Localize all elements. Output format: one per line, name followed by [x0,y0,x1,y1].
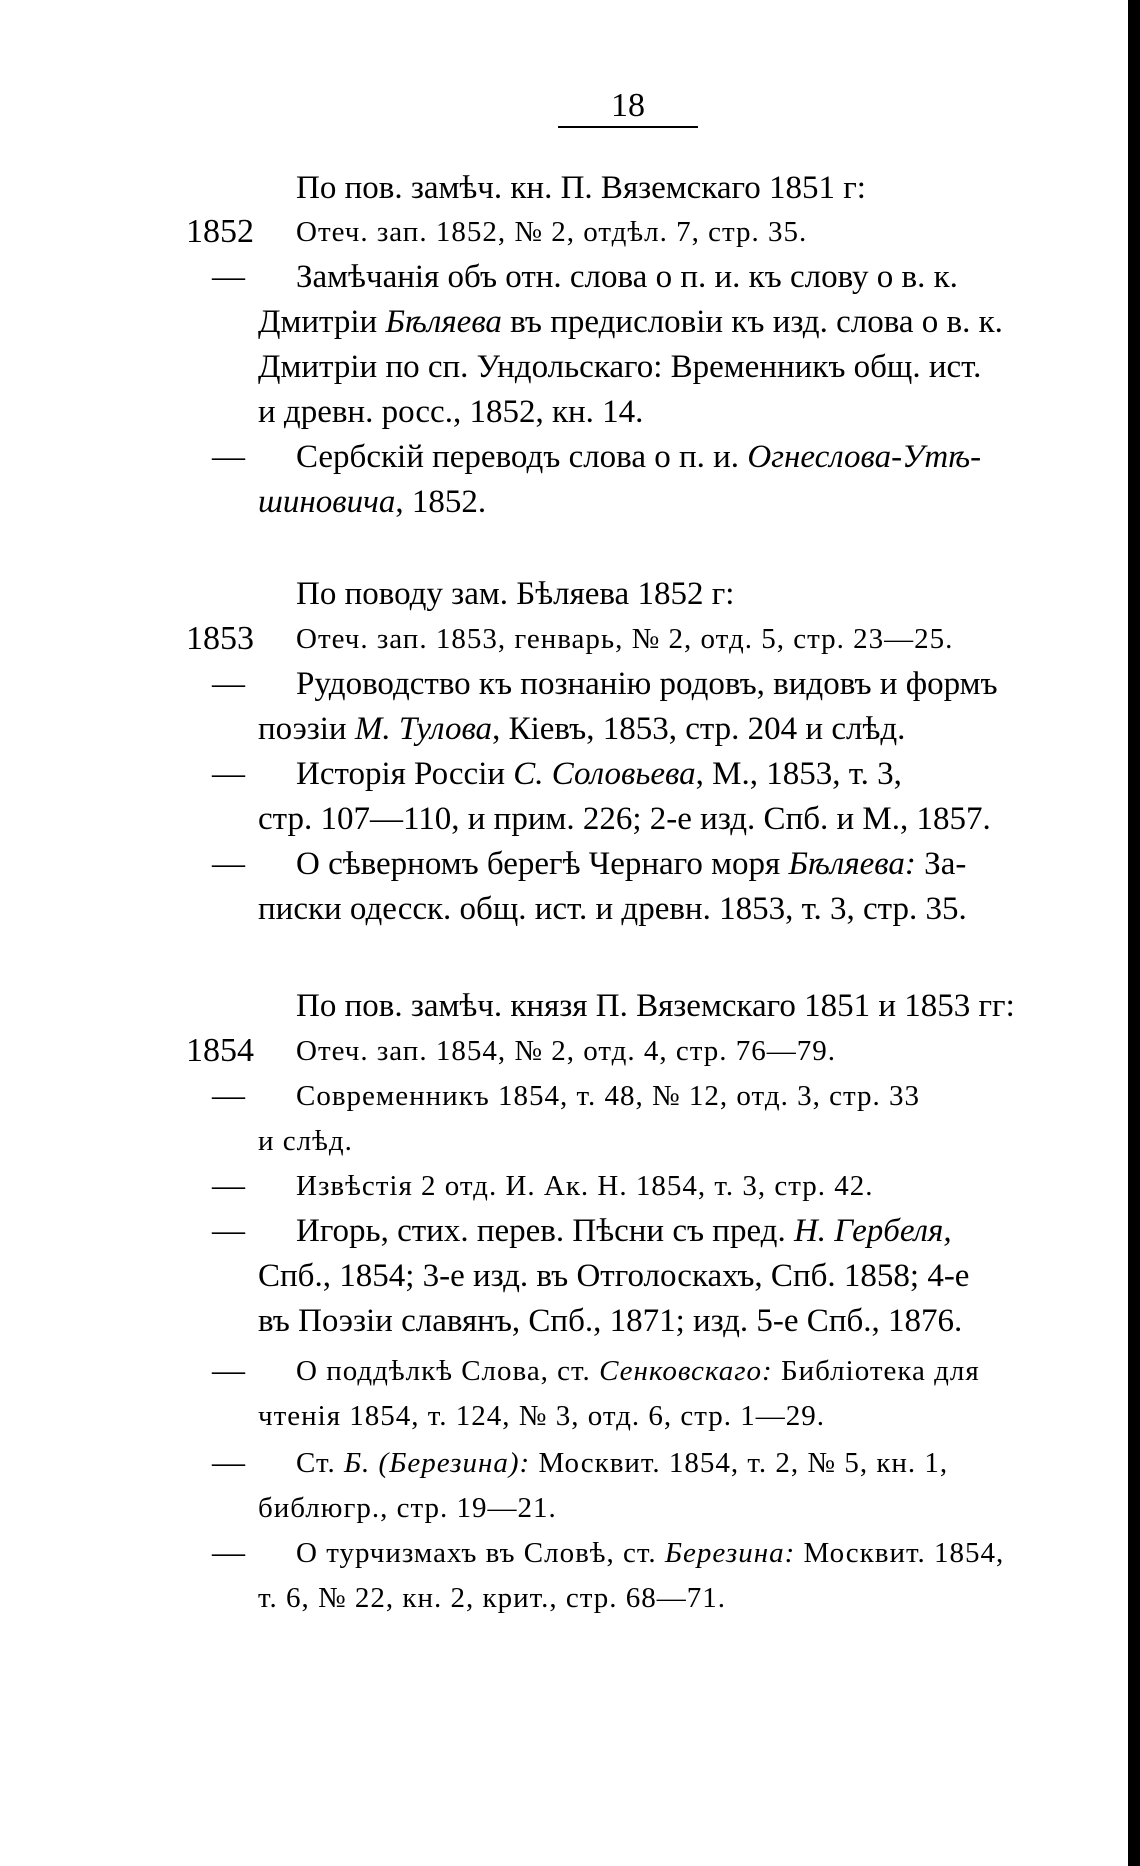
entry-dash: — [212,666,245,702]
entry-line: писки одесск. общ. ист. и древн. 1853, т. 3, стр. 35. [258,891,967,927]
entry-line: Ст. Б. (Березина): Москвит. 1854, т. 2, № 5, кн. 1, [296,1447,949,1479]
entry-line: поэзіи М. Тулова, Кіевъ, 1853, стр. 204 и слѣд. [258,711,906,747]
entry-dash: — [212,756,245,792]
year-label: 1852 [186,213,254,250]
section-heading: По поводу зам. Бѣляева 1852 г: [296,576,735,612]
entry-line: Сербскій переводъ слова о п. и. Огнеслова-Утѣ- [296,439,982,475]
entry-line: Исторія Россіи С. Соловьева, М., 1853, т. 3, [296,756,902,792]
entry-line: стр. 107—110, и прим. 226; 2-е изд. Спб. и М., 1857. [258,801,991,837]
entry-dash: — [212,1353,245,1389]
section-heading: По пов. замѣч. кн. П. Вяземскаго 1851 г: [296,170,866,206]
year-label: 1853 [186,620,254,657]
entry-line: Извѣстія 2 отд. И. Ак. Н. 1854, т. 3, стр. 42. [296,1170,874,1202]
entry-line: чтенія 1854, т. 124, № 3, отд. 6, стр. 1—29. [258,1400,826,1432]
entry-line: Отеч. зап. 1853, генварь, № 2, отд. 5, стр. 23—25. [296,623,954,655]
entry-line: Дмитріи Бѣляева въ предисловіи къ изд. слова о в. к. [258,304,1003,340]
entry-line: Спб., 1854; 3-е изд. въ Отголоскахъ, Спб. 1858; 4-е [258,1258,970,1294]
entry-line: О сѣверномъ берегѣ Чернаго моря Бѣляева: За- [296,846,967,882]
entry-line: и древн. росс., 1852, кн. 14. [258,394,644,430]
entry-line: т. 6, № 22, кн. 2, крит., стр. 68—71. [258,1582,727,1614]
entry-line: Замѣчанія объ отн. слова о п. и. къ слову о в. к. [296,259,958,295]
entry-dash: — [212,1213,245,1249]
entry-dash: — [212,1535,245,1571]
page-number: 18 [611,87,645,124]
entry-line: Дмитріи по сп. Ундольскаго: Временникъ общ. ист. [258,349,982,385]
entry-line: и слѣд. [258,1125,353,1157]
year-label: 1854 [186,1032,254,1069]
entry-dash: — [212,1168,245,1204]
entry-line: въ Поэзіи славянъ, Спб., 1871; изд. 5-е Спб., 1876. [258,1303,963,1339]
entry-line: библюгр., стр. 19—21. [258,1492,557,1524]
entry-line: Современникъ 1854, т. 48, № 12, отд. 3, стр. 33 [296,1080,920,1112]
entry-line: О поддѣлкѣ Слова, ст. Сенковскаго: Библіотека для [296,1355,980,1387]
entry-dash: — [212,259,245,295]
page-number-rule [558,126,698,128]
entry-line: шиновича, 1852. [258,484,487,520]
entry-line: Рудоводство къ познанію родовъ, видовъ и формъ [296,666,998,702]
entry-dash: — [212,846,245,882]
section-heading: По пов. замѣч. князя П. Вяземскаго 1851 и 1853 гг: [296,988,1015,1024]
entry-dash: — [212,1078,245,1114]
entry-dash: — [212,439,245,475]
page-edge-border [1128,0,1140,1866]
entry-line: Игорь, стих. перев. Пѣсни съ пред. Н. Гербеля, [296,1213,952,1249]
entry-line: О турчизмахъ въ Словѣ, ст. Березина: Москвит. 1854, [296,1537,1005,1569]
entry-line: Отеч. зап. 1852, № 2, отдѣл. 7, стр. 35. [296,216,808,248]
entry-dash: — [212,1445,245,1481]
entry-line: Отеч. зап. 1854, № 2, отд. 4, стр. 76—79. [296,1035,837,1067]
